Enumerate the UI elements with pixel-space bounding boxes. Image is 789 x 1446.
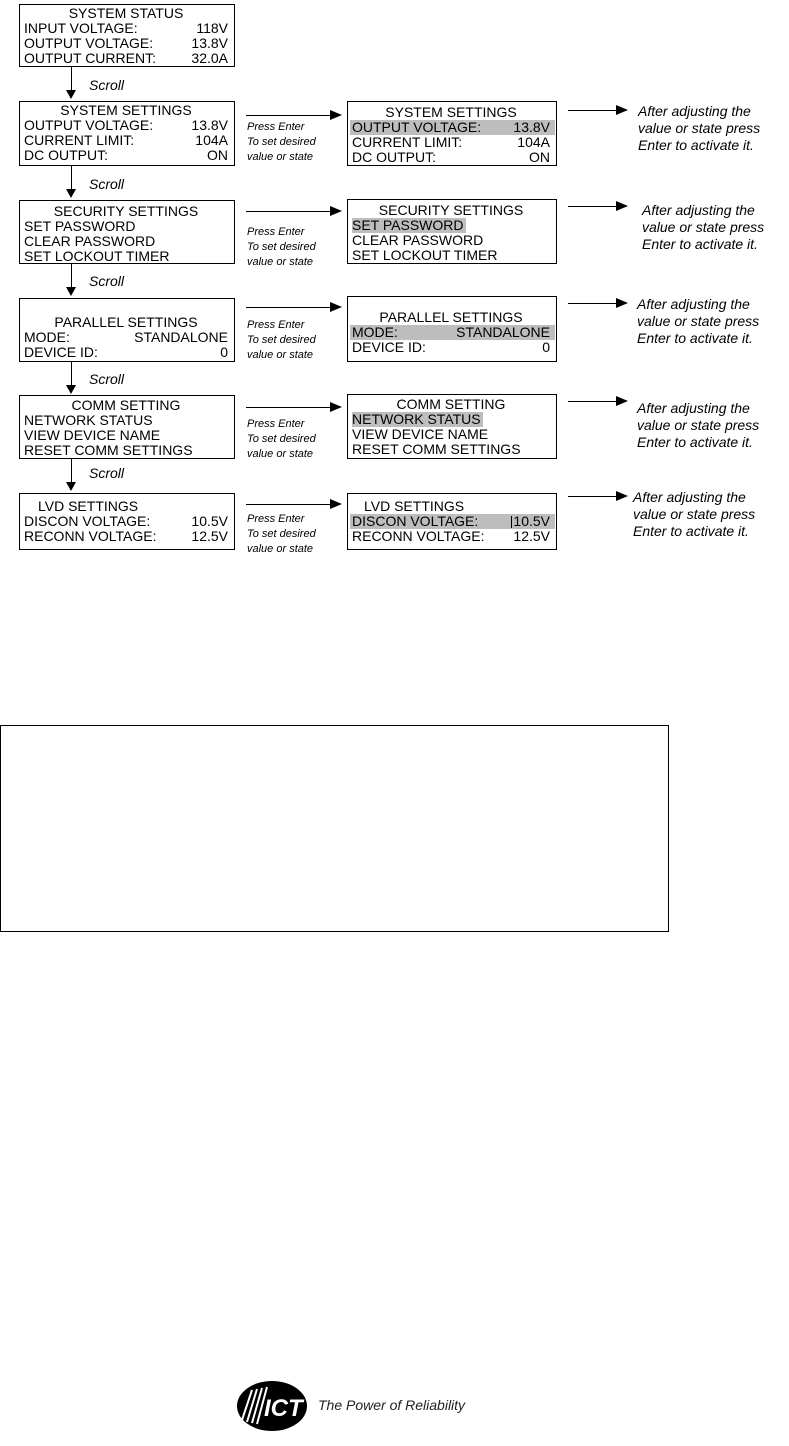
- menu-row: DC OUTPUT: ON: [352, 149, 550, 165]
- ict-logo-icon: [236, 1380, 312, 1432]
- menu-row: CLEAR PASSWORD: [24, 233, 156, 249]
- slogan-text: The Power of Reliability: [318, 1397, 466, 1413]
- security-settings-edit-screen: [347, 199, 557, 264]
- menu-row: SET LOCKOUT TIMER: [352, 247, 498, 263]
- screen-title: PARALLEL SETTINGS: [379, 309, 523, 325]
- status-row-output-current: OUTPUT CURRENT: 32.0A: [24, 50, 228, 66]
- activate-arrow-line: [568, 401, 618, 402]
- selected-menu-row: OUTPUT VOLTAGE: 13.8V: [350, 120, 555, 135]
- menu-row: DISCON VOLTAGE: 10.5V: [24, 513, 228, 529]
- scroll-connector-line: [71, 459, 72, 484]
- menu-row: RESET COMM SETTINGS: [352, 441, 521, 457]
- screen-title: LVD SETTINGS: [38, 498, 139, 514]
- after-adjust-note: After adjusting the value or state press Enter to activate it.: [638, 103, 761, 153]
- enter-arrow-line: [246, 115, 332, 116]
- right-arrow-icon: [616, 396, 628, 406]
- system-status-screen: [19, 4, 235, 67]
- enter-arrow-line: [246, 307, 332, 308]
- status-row-output-voltage: OUTPUT VOLTAGE: 13.8V: [24, 35, 228, 51]
- enter-arrow-line: [246, 504, 332, 505]
- enter-arrow-line: [246, 407, 332, 408]
- right-arrow-icon: [616, 491, 628, 501]
- menu-row: SET PASSWORD: [24, 218, 136, 234]
- activate-arrow-line: [568, 303, 618, 304]
- menu-row: VIEW DEVICE NAME: [352, 426, 489, 442]
- after-adjust-note: After adjusting the value or state press Enter to activate it.: [633, 489, 756, 539]
- screen-title: COMM SETTING: [396, 396, 506, 412]
- right-arrow-icon: [330, 302, 342, 312]
- menu-row: DC OUTPUT: ON: [24, 147, 228, 163]
- activate-arrow-line: [568, 496, 618, 497]
- scroll-connector-line: [71, 362, 72, 387]
- right-arrow-icon: [330, 402, 342, 412]
- screen-title: SYSTEM STATUS: [68, 5, 184, 21]
- down-arrow-icon: [66, 90, 76, 99]
- press-enter-note: Press Enter To set desired value or state: [247, 418, 316, 460]
- press-enter-note: Press Enter To set desired value or state: [247, 513, 316, 555]
- scroll-label: Scroll: [89, 273, 125, 289]
- security-settings-screen: [19, 200, 235, 264]
- menu-row: OUTPUT VOLTAGE: 13.8V: [24, 117, 228, 133]
- activate-arrow-line: [568, 206, 618, 207]
- comm-setting-edit-screen: [347, 394, 557, 459]
- lvd-settings-screen: [19, 493, 235, 550]
- enter-arrow-line: [246, 211, 332, 212]
- down-arrow-icon: [66, 385, 76, 394]
- system-settings-edit-screen: [347, 101, 557, 166]
- menu-row: CLEAR PASSWORD: [352, 232, 484, 248]
- menu-row: RESET COMM SETTINGS: [24, 442, 193, 458]
- scroll-label: Scroll: [89, 371, 125, 387]
- scroll-connector-line: [71, 166, 72, 191]
- scroll-label: Scroll: [89, 465, 125, 481]
- after-adjust-note: After adjusting the value or state press Enter to activate it.: [642, 202, 765, 252]
- screen-title: COMM SETTING: [71, 397, 181, 413]
- scroll-label: Scroll: [89, 77, 125, 93]
- svg-text:ICT: ICT: [264, 1395, 303, 1422]
- status-row-input-voltage: INPUT VOLTAGE: 118V: [24, 20, 228, 36]
- right-arrow-icon: [616, 298, 628, 308]
- after-adjust-note: After adjusting the value or state press Enter to activate it.: [637, 400, 760, 450]
- parallel-settings-screen: [19, 298, 235, 362]
- menu-row: CURRENT LIMIT: 104A: [352, 134, 550, 150]
- activate-arrow-line: [568, 110, 618, 111]
- after-adjust-note: After adjusting the value or state press Enter to activate it.: [637, 296, 760, 346]
- selected-menu-row: SET PASSWORD: [352, 217, 464, 233]
- menu-row: DEVICE ID: 0: [352, 339, 550, 355]
- screen-title: SYSTEM SETTINGS: [385, 104, 517, 120]
- right-arrow-icon: [330, 206, 342, 216]
- lvd-settings-edit-screen: [347, 493, 557, 550]
- menu-row: RECONN VOLTAGE: 12.5V: [352, 528, 550, 544]
- selected-menu-row: NETWORK STATUS: [352, 411, 481, 427]
- scroll-connector-line: [71, 264, 72, 289]
- comm-setting-screen: [19, 395, 235, 459]
- parallel-settings-edit-screen: [347, 296, 557, 362]
- scroll-connector-line: [71, 67, 72, 92]
- menu-row: DEVICE ID: 0: [24, 344, 228, 360]
- press-enter-note: Press Enter To set desired value or state: [247, 121, 316, 163]
- system-settings-screen: [19, 101, 235, 166]
- right-arrow-icon: [330, 110, 342, 120]
- menu-row: NETWORK STATUS: [24, 412, 153, 428]
- selected-menu-row: DISCON VOLTAGE: 10.5V: [350, 514, 555, 529]
- down-arrow-icon: [66, 482, 76, 491]
- right-arrow-icon: [330, 499, 342, 509]
- right-arrow-icon: [616, 201, 628, 211]
- blank-frame: [0, 725, 669, 932]
- screen-title: SYSTEM SETTINGS: [60, 102, 192, 118]
- menu-row: VIEW DEVICE NAME: [24, 427, 161, 443]
- menu-row: SET LOCKOUT TIMER: [24, 248, 170, 264]
- screen-title: PARALLEL SETTINGS: [54, 314, 198, 330]
- menu-row: RECONN VOLTAGE: 12.5V: [24, 528, 228, 544]
- screen-title: LVD SETTINGS: [364, 498, 465, 514]
- menu-row: CURRENT LIMIT: 104A: [24, 132, 228, 148]
- screen-title: SECURITY SETTINGS: [53, 203, 199, 219]
- press-enter-note: Press Enter To set desired value or state: [247, 319, 316, 361]
- down-arrow-icon: [66, 189, 76, 198]
- screen-title: SECURITY SETTINGS: [378, 202, 524, 218]
- press-enter-note: Press Enter To set desired value or state: [247, 226, 316, 268]
- menu-row: MODE: STANDALONE: [24, 329, 228, 345]
- down-arrow-icon: [66, 287, 76, 296]
- selected-menu-row: MODE: STANDALONE: [350, 325, 555, 340]
- right-arrow-icon: [616, 105, 628, 115]
- scroll-label: Scroll: [89, 176, 125, 192]
